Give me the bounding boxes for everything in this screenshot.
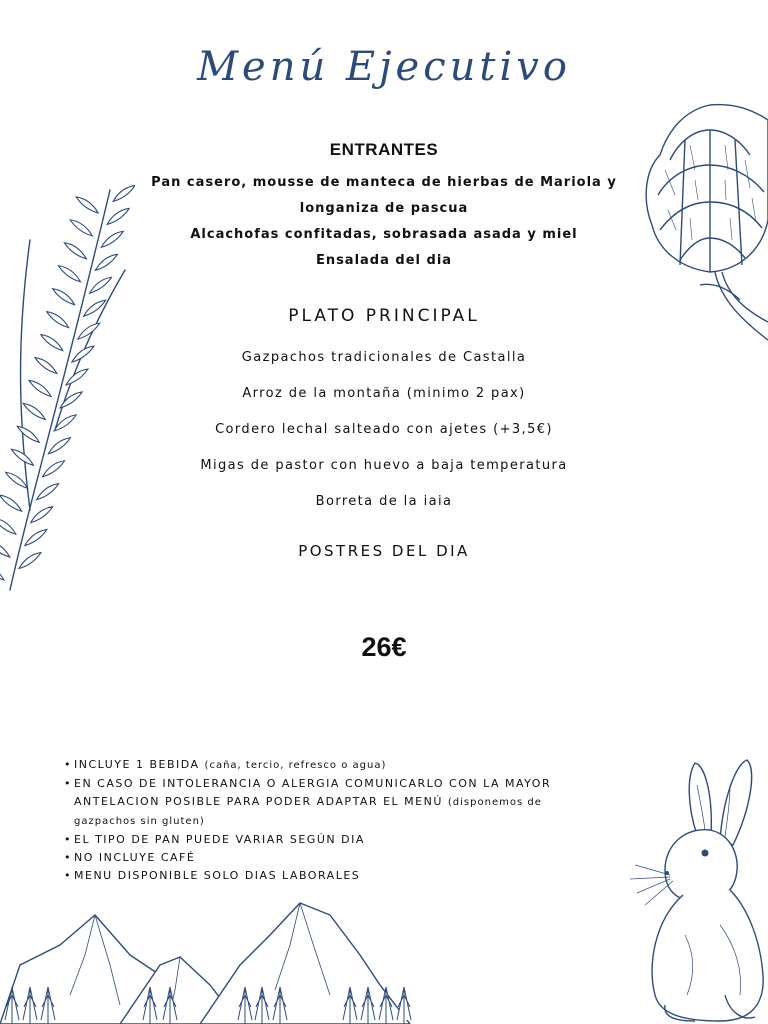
note-text: MENU DISPONIBLE SOLO DIAS LABORALES xyxy=(74,869,361,882)
entrantes-list xyxy=(0,170,768,274)
leaf-shape xyxy=(0,564,4,580)
list-item: Gazpachos tradicionales de Castalla xyxy=(241,350,527,365)
bullet-icon: • xyxy=(64,758,72,771)
menu-title: Menú Ejecutivo xyxy=(197,44,571,90)
leaf-shape xyxy=(0,518,16,534)
notes-list xyxy=(64,756,604,885)
note-text: NO INCLUYE CAFÉ xyxy=(74,851,196,864)
list-item: Migas de pastor con huevo a baja temperatura xyxy=(200,458,568,473)
list-item: Cordero lechal salteado con ajetes (+3,5€) xyxy=(215,422,553,437)
plato-principal-list xyxy=(0,340,768,520)
note-text: EN CASO DE INTOLERANCIA O ALERGIA COMUNICARLO CON LA MAYOR ANTELACION POSIBLE PARA PODER ADAPTAR EL MENÚ xyxy=(74,777,552,808)
list-item: Pan casero, mousse de manteca de hierbas de Mariola y xyxy=(151,175,617,190)
bullet-icon: • xyxy=(64,869,72,882)
list-item: Arroz de la montaña (minimo 2 pax) xyxy=(242,386,526,401)
note-item xyxy=(64,867,604,885)
bullet-icon: • xyxy=(64,833,72,846)
section-heading-entrantes: ENTRANTES xyxy=(329,140,439,159)
bullet-icon: • xyxy=(64,777,72,790)
note-text: INCLUYE 1 BEBIDA xyxy=(74,758,200,771)
note-detail: (caña, tercio, refresco o agua) xyxy=(204,760,387,771)
leaf-shape xyxy=(53,289,75,305)
note-item xyxy=(64,775,604,831)
list-item: Alcachofas confitadas, sobrasada asada y miel xyxy=(190,227,578,242)
note-item xyxy=(64,831,604,849)
bullet-icon: • xyxy=(64,851,72,864)
note-item xyxy=(64,849,604,867)
note-detail: (disponemos de gazpachos sin gluten) xyxy=(74,797,542,827)
list-item: longaniza de pascua xyxy=(299,201,469,216)
section-heading-plato-principal: PLATO PRINCIPAL xyxy=(288,306,480,326)
note-item xyxy=(64,756,604,775)
list-item: Borreta de la iaia xyxy=(315,494,453,509)
rabbit-illustration xyxy=(625,755,768,1024)
list-item: Ensalada del dia xyxy=(315,253,453,268)
tree-shape xyxy=(397,987,411,1024)
leaf-shape xyxy=(90,277,112,293)
section-heading-postres: POSTRES DEL DIA xyxy=(298,542,470,560)
mountains-illustration xyxy=(0,895,430,1024)
note-text: EL TIPO DE PAN PUEDE VARIAR SEGÚN DIA xyxy=(74,833,365,846)
menu-price: 26€ xyxy=(361,632,407,662)
